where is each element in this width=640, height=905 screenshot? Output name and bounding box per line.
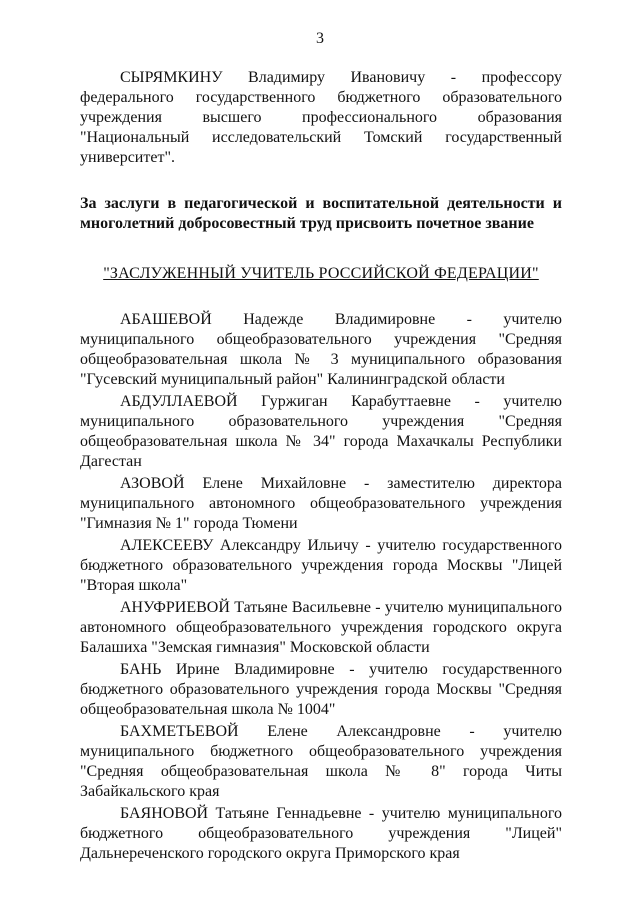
entry-6: БАНЬ Ирине Владимировне - учителю государственного бюджетного образовательного учреждения города Москвы "Средняя общеобразовательная школа № 1004" xyxy=(80,661,562,718)
entry-7: БАХМЕТЬЕВОЙ Елене Александровне - учителю муниципального бюджетного общеобразовательного учреждения "Средняя общеобразовательная школа № 8" города Читы Забайкальского края xyxy=(80,723,562,800)
honorary-title: "ЗАСЛУЖЕННЫЙ УЧИТЕЛЬ РОССИЙСКОЙ ФЕДЕРАЦИИ" xyxy=(103,265,539,282)
entry-8: БАЯНОВОЙ Татьяне Геннадьевне - учителю муниципального бюджетного общеобразовательного учреждения "Лицей" Дальнереченского городского округа Приморского края xyxy=(80,805,562,862)
intro-paragraph: СЫРЯМКИНУ Владимиру Ивановичу - профессору федерального государственного бюджетного образовательного учреждения высшего профессионального образования "Национальный исследовательский Томский государственный университет". xyxy=(80,69,562,166)
entry-1: АБАШЕВОЙ Надежде Владимировне - учителю муниципального общеобразовательного учреждения "Средняя общеобразовательная школа № 3 муниципального образования "Гусевский муниципальный район" Калининградской области xyxy=(80,311,562,388)
document-body xyxy=(80,68,562,866)
entry-3: АЗОВОЙ Елене Михайловне - заместителю директора муниципального автономного общеобразовательного учреждения "Гимназия № 1" города Тюмени xyxy=(80,475,562,532)
entry-2: АБДУЛЛАЕВОЙ Гуржиган Карабуттаевне - учителю муниципального образовательного учреждения "Средняя общеобразовательная школа № 34" города Махачкалы Республики Дагестан xyxy=(80,393,562,470)
entry-4: АЛЕКСЕЕВУ Александру Ильичу - учителю государственного бюджетного образовательного учреждения города Москвы "Лицей "Вторая школа" xyxy=(80,537,562,594)
award-heading: За заслуги в педагогической и воспитательной деятельности и многолетний добросовестный труд присвоить почетное звание xyxy=(80,195,562,232)
entry-5: АНУФРИЕВОЙ Татьяне Васильевне - учителю муниципального автономного общеобразовательного учреждения городского округа Балашиха "Земская гимназия" Московской области xyxy=(80,599,562,656)
page-number: 3 xyxy=(316,30,324,47)
